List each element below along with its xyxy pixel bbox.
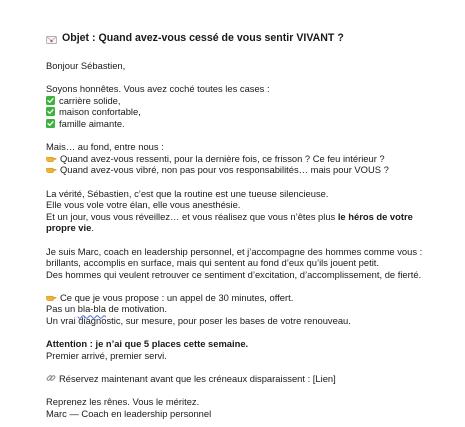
truth-line: La vérité, Sébastien, c’est que la routine est une tueuse silencieuse. [46,187,329,199]
question-item [46,153,446,165]
truth-line: Elle vous vole votre élan, elle vous anesthésie. [46,199,241,211]
coach-line: Des hommes qui veulent retrouver ce sentiment d’excitation, d’accomplissement, de fierté. [46,268,422,280]
offer-text: de motivation. [105,303,167,315]
signature: Marc — Coach en leadership personnel [46,407,212,419]
checklist-label: carrière solide, [59,94,121,106]
question-text: Quand avez-vous ressenti, pour la dernière fois, ce frisson ? Ce feu intérieur ? [60,152,385,164]
pointing-hand-icon [46,165,57,174]
check-mark-icon [46,107,55,116]
truth-line [46,211,446,223]
email-subject [46,32,446,45]
offer-line [46,303,446,315]
question-item [46,164,446,176]
coach-line: Je suis Marc, coach en leadership personnel, et j’accompagne des hommes comme vous : [46,245,423,257]
greeting: Bonjour Sébastien, [46,60,126,71]
intro-text: Soyons honnêtes. Vous avez coché toutes les cases : [46,83,270,95]
subject-text: Objet : Quand avez-vous cessé de vous sentir VIVANT ? [62,32,344,44]
coach-line: brillants, accomplis en surface, mais qui sentent au fond d’eux qu’ils jouent petit. [46,257,379,269]
email-body [46,32,446,419]
offer-block [46,292,446,327]
question-block [46,141,446,176]
coach-block [46,246,446,281]
pointing-hand-icon [46,154,57,163]
checklist-label: famille aimante. [59,117,125,129]
truth-block [46,188,446,234]
cta-line [46,373,446,385]
truth-text: . [91,222,94,234]
hero-emphasis: propre vie [46,222,92,234]
link-icon [46,373,56,383]
question-intro: Mais… au fond, entre nous : [46,141,164,153]
attention-line: Premier arrivé, premier servi. [46,349,167,361]
intro-block [46,83,446,129]
pointing-hand-icon [46,293,57,302]
offer-text: Ce que je vous propose : un appel de 30 minutes, offert. [60,291,294,303]
spellcheck-word: bla-bla [77,303,106,315]
truth-line [46,222,446,234]
closing-line: Reprenez les rênes. Vous le méritez. [46,396,200,408]
cta-text: Réservez maintenant avant que les créneaux disparaissent : [Lien] [59,373,336,385]
question-text: Quand avez-vous vibré, non pas pour vos responsabilités… mais pour VOUS ? [60,164,389,176]
love-letter-icon [46,35,57,43]
checklist-item [46,95,446,107]
offer-text: Pas un [46,303,78,315]
offer-line: Un vrai diagnostic, sur mesure, pour poser les bases de votre renouveau. [46,315,351,327]
checklist-label: maison confortable, [59,106,141,118]
offer-line [46,292,446,304]
attention-heading: Attention : je n’ai que 5 places cette semaine. [46,338,249,350]
hero-emphasis: le héros de votre [337,210,413,222]
checklist-item [46,106,446,118]
check-mark-icon [46,119,55,128]
attention-block [46,338,446,361]
check-mark-icon [46,96,55,105]
checklist-item [46,118,446,130]
closing-block [46,396,446,419]
truth-text: Et un jour, vous vous réveillez… et vous réalisez que vous n’êtes plus [46,210,338,222]
